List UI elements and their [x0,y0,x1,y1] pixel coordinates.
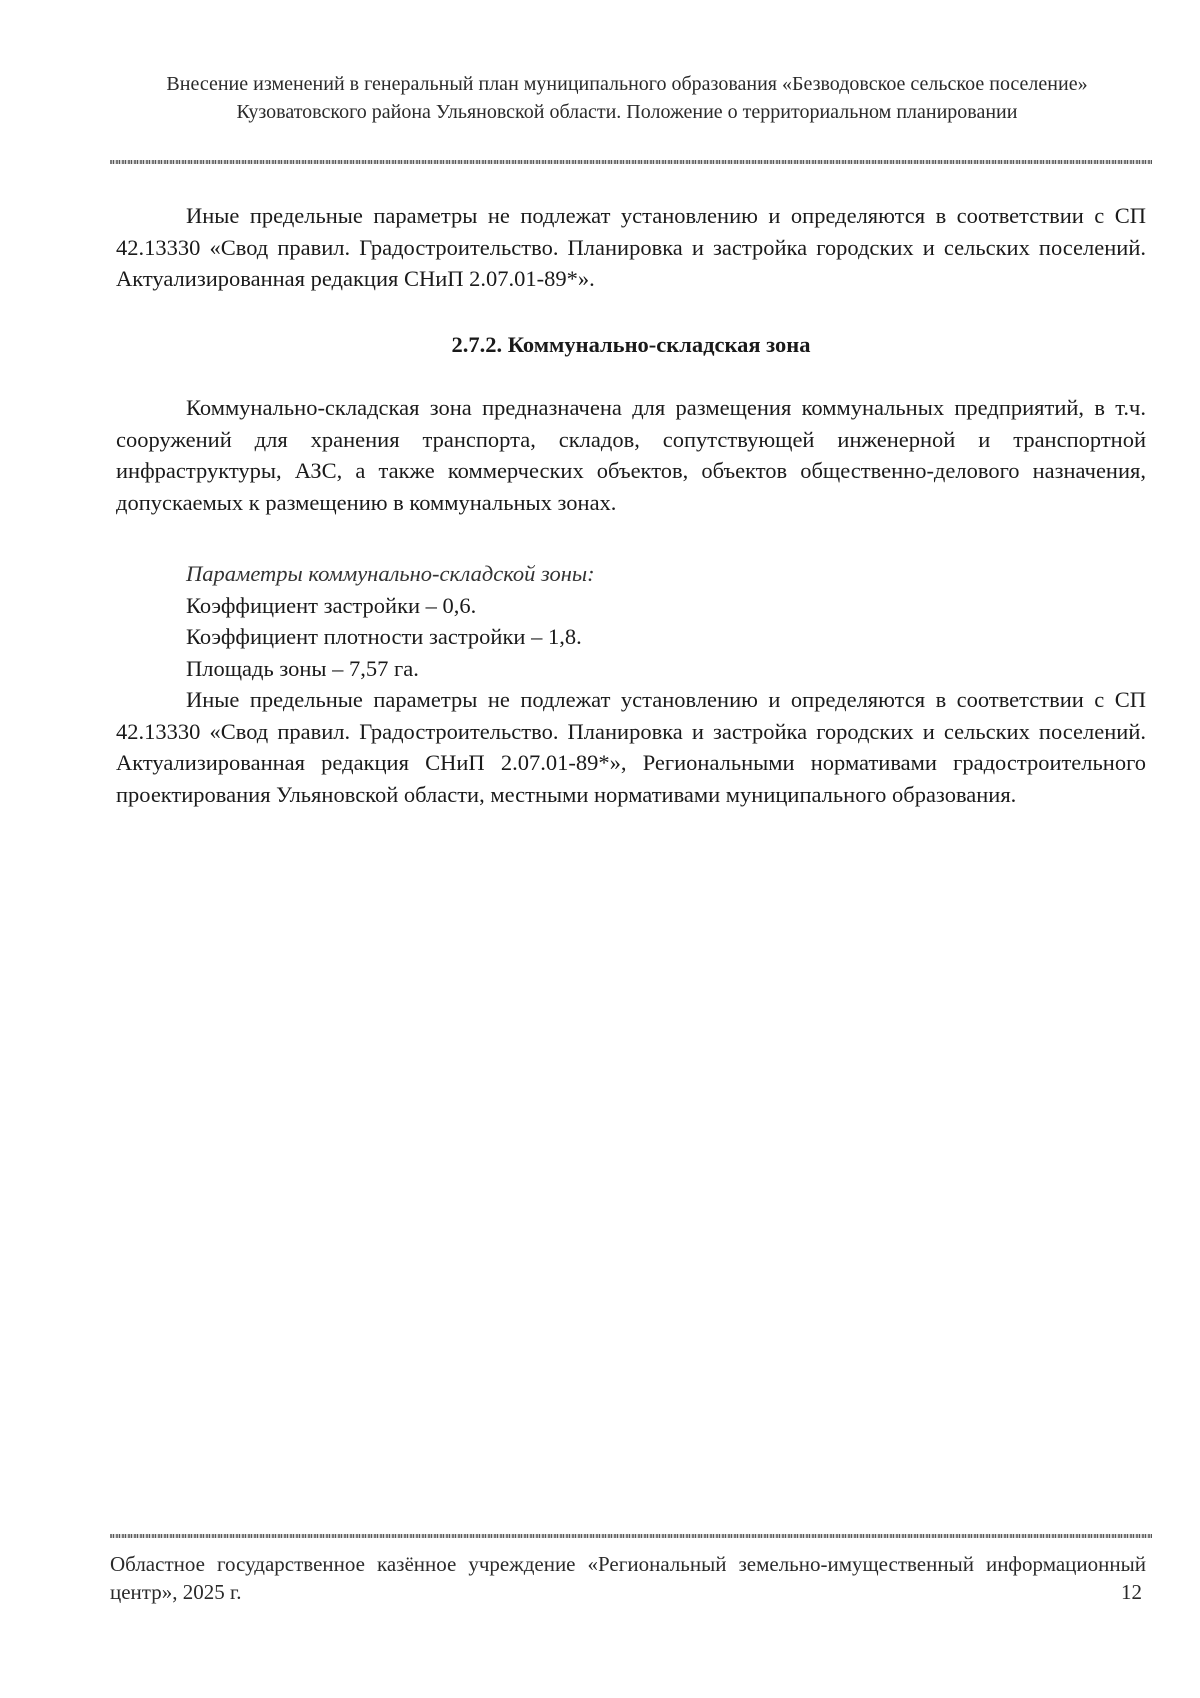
intro-paragraph: Иные предельные параметры не подлежат установлению и определяются в соответствии с СП 42.13330 «Свод правил. Градостроительство. Планировка и застройка городских и сельских поселений. Актуализированная редакция СНиП 2.07.01-89*». [116,203,1146,291]
closing-paragraph: Иные предельные параметры не подлежат установлению и определяются в соответствии с СП 42.13330 «Свод правил. Градостроительство. Планировка и застройка городских и сельских поселений. Актуализированная редакция СНиП 2.07.01-89*», Региональными нормативами градостроительного проектирования Ульяновской области, местными нормативами муниципального образования. [116,687,1146,807]
params-title: Параметры коммунально-складской зоны: [186,561,595,586]
running-header: Внесение изменений в генеральный план муниципального образования «Безводовское сельское поселение» Кузоватовского района Ульяновской области. Положение о территориальном планировании [166,73,1088,123]
header-divider [110,160,1152,164]
page-number: 12 [1121,1580,1142,1604]
page-content [116,200,1146,810]
param-area: Площадь зоны – 7,57 га. [186,655,419,681]
section-paragraph: Коммунально-складская зона предназначена для размещения коммунальных предприятий, в т.ч. сооружений для хранения транспорта, складов, сопутствующей инженерной и транспортной инфраструктуры, АЗС, а также коммерческих объектов, объектов общественно-делового назначения, допускаемых к размещению в коммунальных зонах. [116,395,1146,515]
param-coverage: Коэффициент застройки – 0,6. [186,592,477,618]
footer-organization: Областное государственное казённое учреждение «Региональный земельно-имущественный информационный центр», 2025 г. [110,1552,1146,1604]
footer-divider [110,1534,1152,1538]
section-heading: 2.7.2. Коммунально-складская зона [451,331,811,357]
page-footer [110,1550,1150,1606]
param-density: Коэффициент плотности застройки – 1,8. [186,624,582,649]
